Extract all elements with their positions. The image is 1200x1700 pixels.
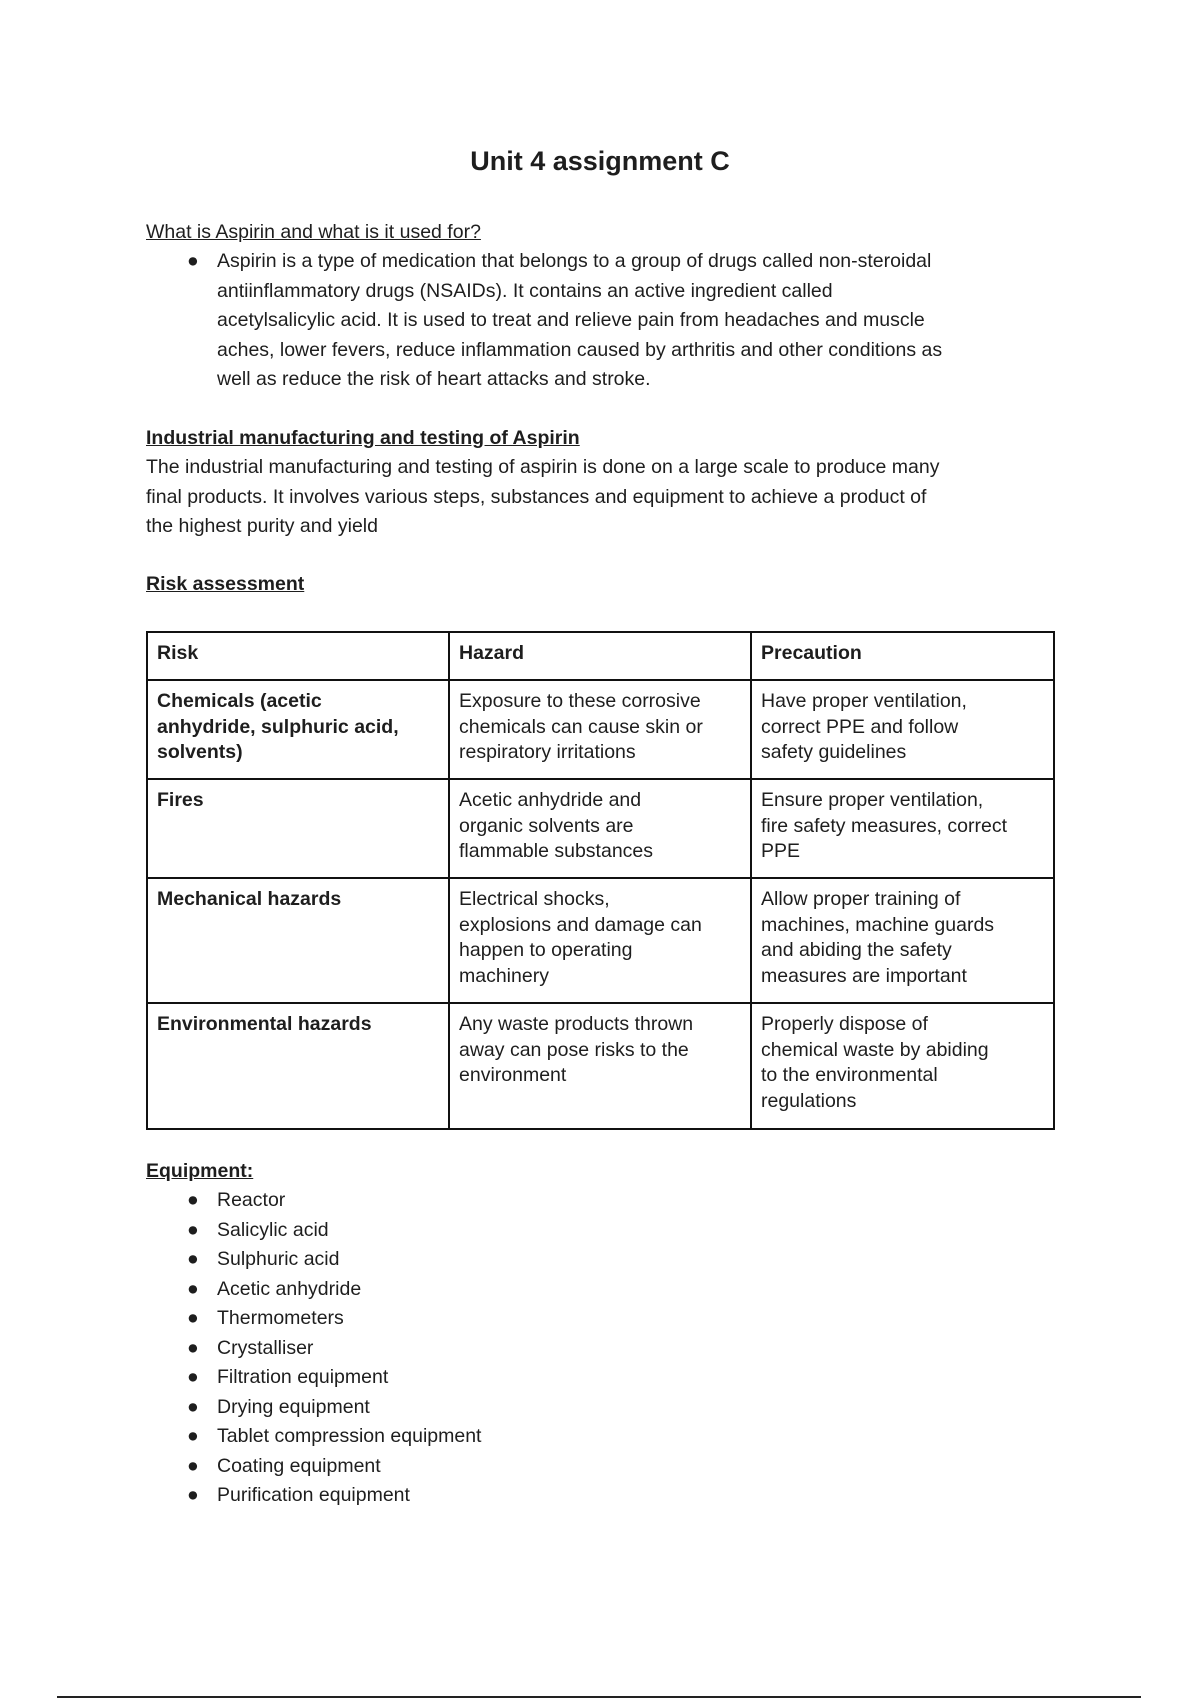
- table-row: [147, 680, 1054, 779]
- bullet-icon: ●: [187, 1395, 199, 1418]
- equipment-item-label: Purification equipment: [217, 1484, 410, 1506]
- table-header-row: [147, 632, 1054, 680]
- bullet-icon: ●: [187, 1189, 199, 1211]
- equipment-item: [187, 1422, 482, 1452]
- bullet-icon: ●: [187, 1218, 199, 1241]
- bullet-icon: ●: [187, 1277, 199, 1300]
- precaution-cell: Have proper ventilation, correct PPE and follow safety guidelines: [751, 680, 1054, 779]
- equipment-item-label: Acetic anhydride: [217, 1277, 362, 1300]
- header-risk: Risk: [147, 632, 449, 680]
- equipment-item: [187, 1393, 481, 1423]
- bullet-icon: ●: [187, 1336, 199, 1359]
- header-precaution: Precaution: [751, 632, 1054, 680]
- equipment-item: [187, 1275, 481, 1305]
- hazard-cell: Acetic anhydride and organic solvents are flammable substances: [449, 779, 751, 878]
- equipment-item-label: Sulphuric acid: [217, 1248, 340, 1270]
- hazard-cell: Any waste products thrown away can pose risks to the environment: [449, 1003, 751, 1129]
- bullet-icon: ●: [187, 1307, 199, 1329]
- risk-cell: Mechanical hazards: [147, 878, 449, 1003]
- section-heading-risk-assessment: Risk assessment: [146, 573, 305, 595]
- equipment-item-label: Filtration equipment: [217, 1366, 389, 1388]
- risk-cell: Chemicals (acetic anhydride, sulphuric acid, solvents): [147, 680, 449, 779]
- risk-cell: Fires: [147, 779, 449, 878]
- table-row: [147, 1003, 1054, 1129]
- bullet-icon: ●: [187, 1425, 199, 1447]
- precaution-cell: Properly dispose of chemical waste by abiding to the environmental regulations: [751, 1003, 1054, 1129]
- bullet-icon: ●: [187, 1366, 199, 1388]
- aspirin-bullet: [187, 247, 1137, 395]
- equipment-item: [187, 1452, 481, 1482]
- precaution-cell: Allow proper training of machines, machine guards and abiding the safety measures are important: [751, 878, 1054, 1003]
- equipment-item: [187, 1186, 481, 1216]
- section-heading-aspirin: What is Aspirin and what is it used for?: [146, 221, 481, 243]
- equipment-item: [187, 1334, 481, 1364]
- equipment-item-label: Reactor: [217, 1189, 286, 1211]
- equipment-item-label: Salicylic acid: [217, 1218, 329, 1241]
- precaution-cell: Ensure proper ventilation, fire safety measures, correct PPE: [751, 779, 1054, 878]
- risk-assessment-table: [146, 631, 1055, 1130]
- hazard-cell: Exposure to these corrosive chemicals can cause skin or respiratory irritations: [449, 680, 751, 779]
- equipment-list: [187, 1186, 482, 1511]
- bullet-icon: ●: [187, 1454, 199, 1477]
- table-row: [147, 779, 1054, 878]
- equipment-item-label: Coating equipment: [217, 1454, 381, 1477]
- equipment-item-label: Thermometers: [217, 1307, 344, 1329]
- bullet-icon: ●: [187, 1484, 199, 1506]
- equipment-item: [187, 1304, 481, 1334]
- equipment-item-label: Tablet compression equipment: [217, 1425, 482, 1447]
- equipment-item-label: Drying equipment: [217, 1395, 370, 1418]
- equipment-item: [187, 1363, 481, 1393]
- section-heading-manufacturing: Industrial manufacturing and testing of Aspirin: [146, 427, 580, 449]
- table-row: [147, 878, 1054, 1003]
- document-title: Unit 4 assignment C: [470, 146, 730, 176]
- header-hazard: Hazard: [449, 632, 751, 680]
- equipment-item: [187, 1245, 481, 1275]
- section-heading-equipment: Equipment:: [146, 1160, 254, 1182]
- equipment-item: [187, 1481, 481, 1511]
- bullet-icon: ●: [187, 250, 199, 272]
- hazard-cell: Electrical shocks, explosions and damage can happen to operating machinery: [449, 878, 751, 1003]
- risk-cell: Environmental hazards: [147, 1003, 449, 1129]
- manufacturing-paragraph: The industrial manufacturing and testing of aspirin is done on a large scale to produce many final products. It involves various steps, substances and equipment to achieve a product of the highest purity and yield: [146, 456, 940, 537]
- page-divider: [57, 1696, 1141, 1698]
- equipment-item: [187, 1216, 481, 1246]
- bullet-icon: ●: [187, 1248, 199, 1270]
- equipment-item-label: Crystalliser: [217, 1336, 314, 1359]
- aspirin-description: Aspirin is a type of medication that belongs to a group of drugs called non-steroidal antiinflammatory drugs (NSAIDs). It contains an active ingredient called acetylsalicylic acid. It is used to treat and relieve pain from headaches and muscle aches, lower fevers, reduce inflammation caused by arthritis and other conditions as well as reduce the risk of heart attacks and stroke.: [217, 250, 943, 390]
